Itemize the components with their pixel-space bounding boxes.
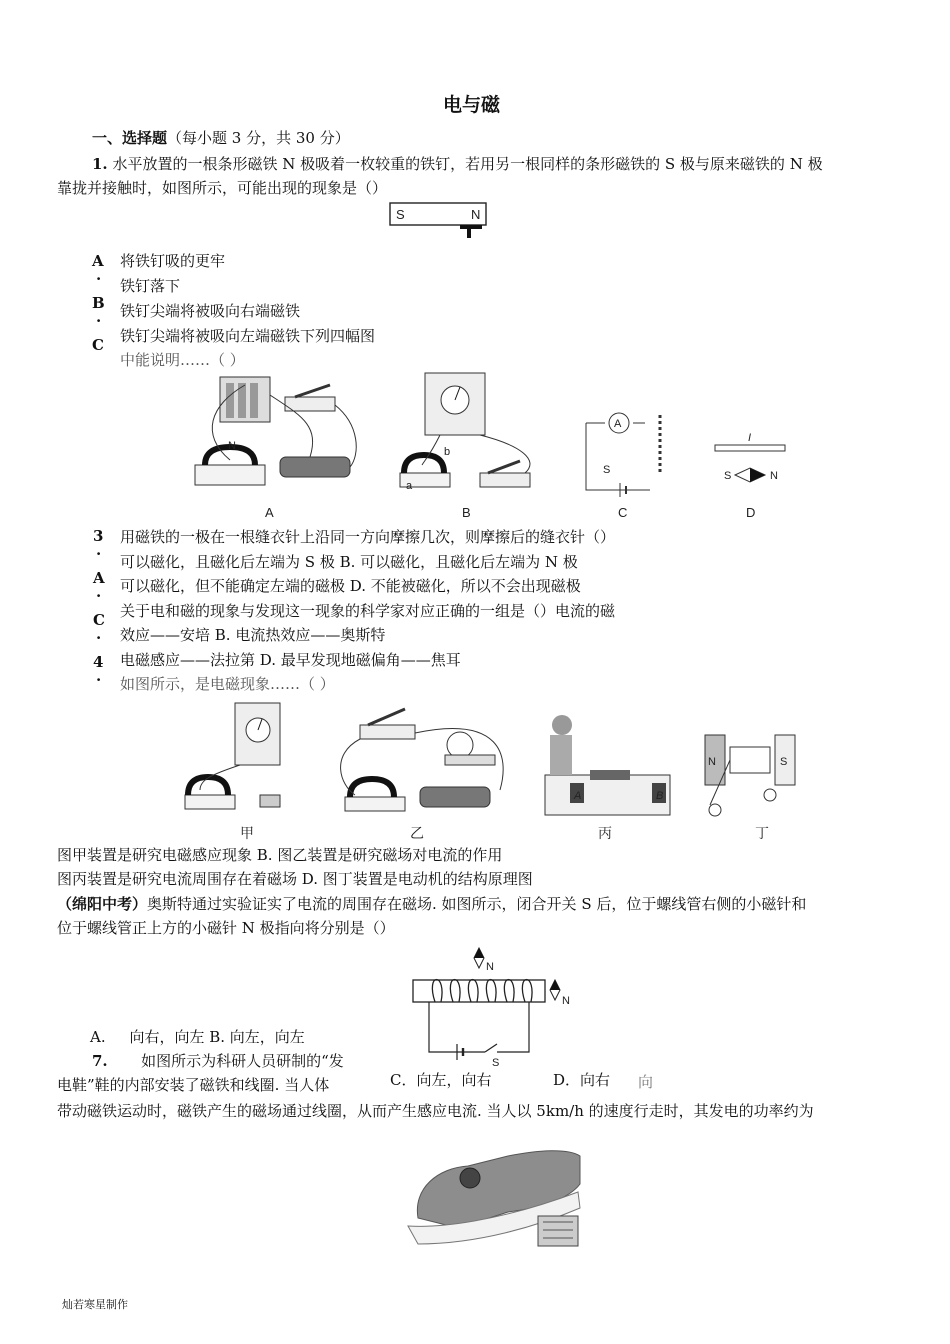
fig-b-b-label: b xyxy=(444,446,451,458)
q1-option-d: 铁钉尖端将被吸向左端磁铁下列四幅图 xyxy=(120,327,376,345)
bing-b-label: B xyxy=(656,790,664,802)
magnet-figure xyxy=(388,201,490,241)
q1-option-b: 铁钉落下 xyxy=(120,277,181,295)
caption-bing: 丙 xyxy=(598,827,612,842)
wire-rod xyxy=(715,445,785,451)
figure-ding xyxy=(705,735,795,842)
q7-line2: 电鞋”鞋的内部安装了磁铁和线圈. 当人体 xyxy=(57,1076,330,1094)
q6-line2: 位于螺线管正上方的小磁针 N 极指向将分别是（） xyxy=(57,919,395,937)
figure-c xyxy=(586,413,660,520)
q7-text-line1: 如图所示为科研人员研制的“发 xyxy=(141,1052,344,1070)
figure-bing xyxy=(545,715,670,842)
magnet-s-label: S xyxy=(396,207,405,222)
nail-head xyxy=(460,225,482,229)
q1-letter-dot2: · xyxy=(96,312,102,330)
q5-figure-row xyxy=(170,695,810,845)
coil-ding xyxy=(730,747,770,773)
rheostat-yi xyxy=(420,787,490,807)
q5-option-cd: 图丙装置是研究电流周围存在着磁场 D. 图丁装置是电动机的结构原理图 xyxy=(57,870,533,888)
fig-b-a-label: a xyxy=(406,480,413,492)
q5-stem: 如图所示，是电磁现象……（ ） xyxy=(120,675,335,693)
figure-d xyxy=(715,432,785,520)
caption-ding: 丁 xyxy=(755,827,769,842)
fig-b-caption: B xyxy=(462,505,471,520)
nail-body xyxy=(467,229,471,238)
fig-d-current: I xyxy=(748,432,752,444)
q3-mark-a: A xyxy=(93,569,105,587)
fig-c-caption: C xyxy=(618,505,628,520)
bing-a-label: A xyxy=(574,790,582,802)
q1-option-c: 铁钉尖端将被吸向右端磁铁 xyxy=(120,302,301,320)
ammeter-label: A xyxy=(614,418,622,430)
q6-prefix: （绵阳中考） xyxy=(57,895,148,913)
section-heading-text: 一、选择题 xyxy=(92,129,168,147)
q3-mark-dot3: · xyxy=(96,629,102,647)
person-body xyxy=(550,735,572,775)
fig-c-switch: S xyxy=(603,464,611,476)
q6-option-d: D．向右 xyxy=(553,1071,611,1089)
q2-stem: 中能说明……（ ） xyxy=(120,351,245,369)
meter-yi xyxy=(447,732,473,758)
q6-opt-a-letter: A. xyxy=(90,1028,106,1046)
q1-letter-a: A xyxy=(92,252,104,270)
q1-number: 1. xyxy=(92,155,108,173)
q1-line1 xyxy=(92,152,823,176)
solenoid-figure xyxy=(405,942,595,1067)
q3-mark-dot4: · xyxy=(96,671,102,689)
section-note: （每小题 3 分，共 30 分） xyxy=(167,129,350,147)
q1-letter-c: C xyxy=(92,336,104,354)
fig-d-needle-s: S xyxy=(724,470,732,482)
q3-mark-c: C xyxy=(93,611,105,629)
q5-option-ab: 图甲装置是研究电磁感应现象 B. 图乙装置是研究磁场对电流的作用 xyxy=(57,846,503,864)
switch-s xyxy=(485,1044,497,1052)
u-magnet-b xyxy=(404,455,444,473)
q6-text-line1: 奥斯特通过实验证实了电流的周围存在磁场. 如图所示，闭合开关 S 后，位于螺线管右侧的小磁针和 xyxy=(147,895,807,913)
caption-yi: 乙 xyxy=(410,827,424,842)
caption-jia: 甲 xyxy=(240,827,254,842)
q1-line2: 靠拢并接触时，如图所示，可能出现的现象是（） xyxy=(57,179,388,197)
right-needle-n: N xyxy=(562,995,570,1007)
fig-d-caption: D xyxy=(746,505,756,520)
q3-mark-dot2: · xyxy=(96,587,102,605)
q2-figure-row xyxy=(190,365,790,525)
q3-line-2: 可以磁化，且磁化后左端为 S 极 B. 可以磁化，且磁化后左端为 N 极 xyxy=(120,553,578,571)
q6-opt-ab-text: 向右，向左 B. 向左，向左 xyxy=(129,1028,305,1046)
q4-line-2: 效应——安培 B. 电流热效应——奥斯特 xyxy=(120,626,386,644)
q1-text-line1: 水平放置的一根条形磁铁 N 极吸着一枚较重的铁钉，若用另一根同样的条形磁铁的 S 极与原来磁铁的 N 极 xyxy=(112,155,823,173)
q7-line1 xyxy=(92,1049,344,1073)
ding-n-label: N xyxy=(708,756,716,768)
q3-mark-3: 3 xyxy=(93,527,104,545)
u-magnet-jia xyxy=(188,777,228,795)
footer-text: 灿若寒星制作 xyxy=(62,1299,128,1311)
table-bing xyxy=(545,775,670,815)
top-needle-n: N xyxy=(486,961,494,973)
q1-letter-b: B xyxy=(92,294,105,312)
figure-yi xyxy=(341,709,504,842)
person-head xyxy=(552,715,572,735)
shoe-image xyxy=(398,1148,588,1260)
q6-option-c: C．向左，向右 xyxy=(390,1071,492,1089)
page-title: 电与磁 xyxy=(443,94,501,116)
fig-a-n-label: N xyxy=(228,440,236,452)
q7-number: 7. xyxy=(92,1052,108,1070)
figure-jia xyxy=(185,703,280,842)
figure-a xyxy=(195,377,356,520)
q4-line-3: 电磁感应——法拉第 D. 最早发现地磁偏角——焦耳 xyxy=(120,651,461,669)
q6-option-ab xyxy=(90,1025,305,1049)
q3-mark-4: 4 xyxy=(93,653,104,671)
magnet-n-label: N xyxy=(471,207,481,222)
shoe-dial xyxy=(460,1168,480,1188)
rheostat xyxy=(280,457,350,477)
u-magnet-yi xyxy=(350,779,394,797)
switch-s-label: S xyxy=(492,1057,500,1067)
section-heading xyxy=(92,126,350,150)
q4-line-1: 关于电和磁的现象与发现这一现象的科学家对应正确的一组是（）电流的磁 xyxy=(120,602,616,620)
q3-line-1: 用磁铁的一极在一根缝衣针上沿同一方向摩擦几次，则摩擦后的缝衣针（） xyxy=(120,528,616,546)
q6-option-d-tail: 向 xyxy=(638,1073,654,1091)
q7-line3: 带动磁铁运动时，磁铁产生的磁场通过线圈，从而产生感应电流. 当人以 5km/h 的速度行走时，其发电的功率约为 xyxy=(57,1102,814,1120)
fig-d-needle-n: N xyxy=(770,470,778,482)
q3-line-3: 可以磁化，但不能确定左端的磁极 D. 不能被磁化，所以不会出现磁极 xyxy=(120,577,581,595)
generator-module xyxy=(538,1216,578,1246)
figure-b xyxy=(400,373,530,520)
q6-line1 xyxy=(57,892,806,916)
q3-mark-dot1: · xyxy=(96,545,102,563)
fig-a-caption: A xyxy=(265,505,274,520)
knife-switch xyxy=(285,397,335,411)
q1-letter-dot1: · xyxy=(96,270,102,288)
base-board xyxy=(195,465,265,485)
q1-option-a: 将铁钉吸的更牢 xyxy=(120,252,226,270)
ding-s-label: S xyxy=(780,756,788,768)
